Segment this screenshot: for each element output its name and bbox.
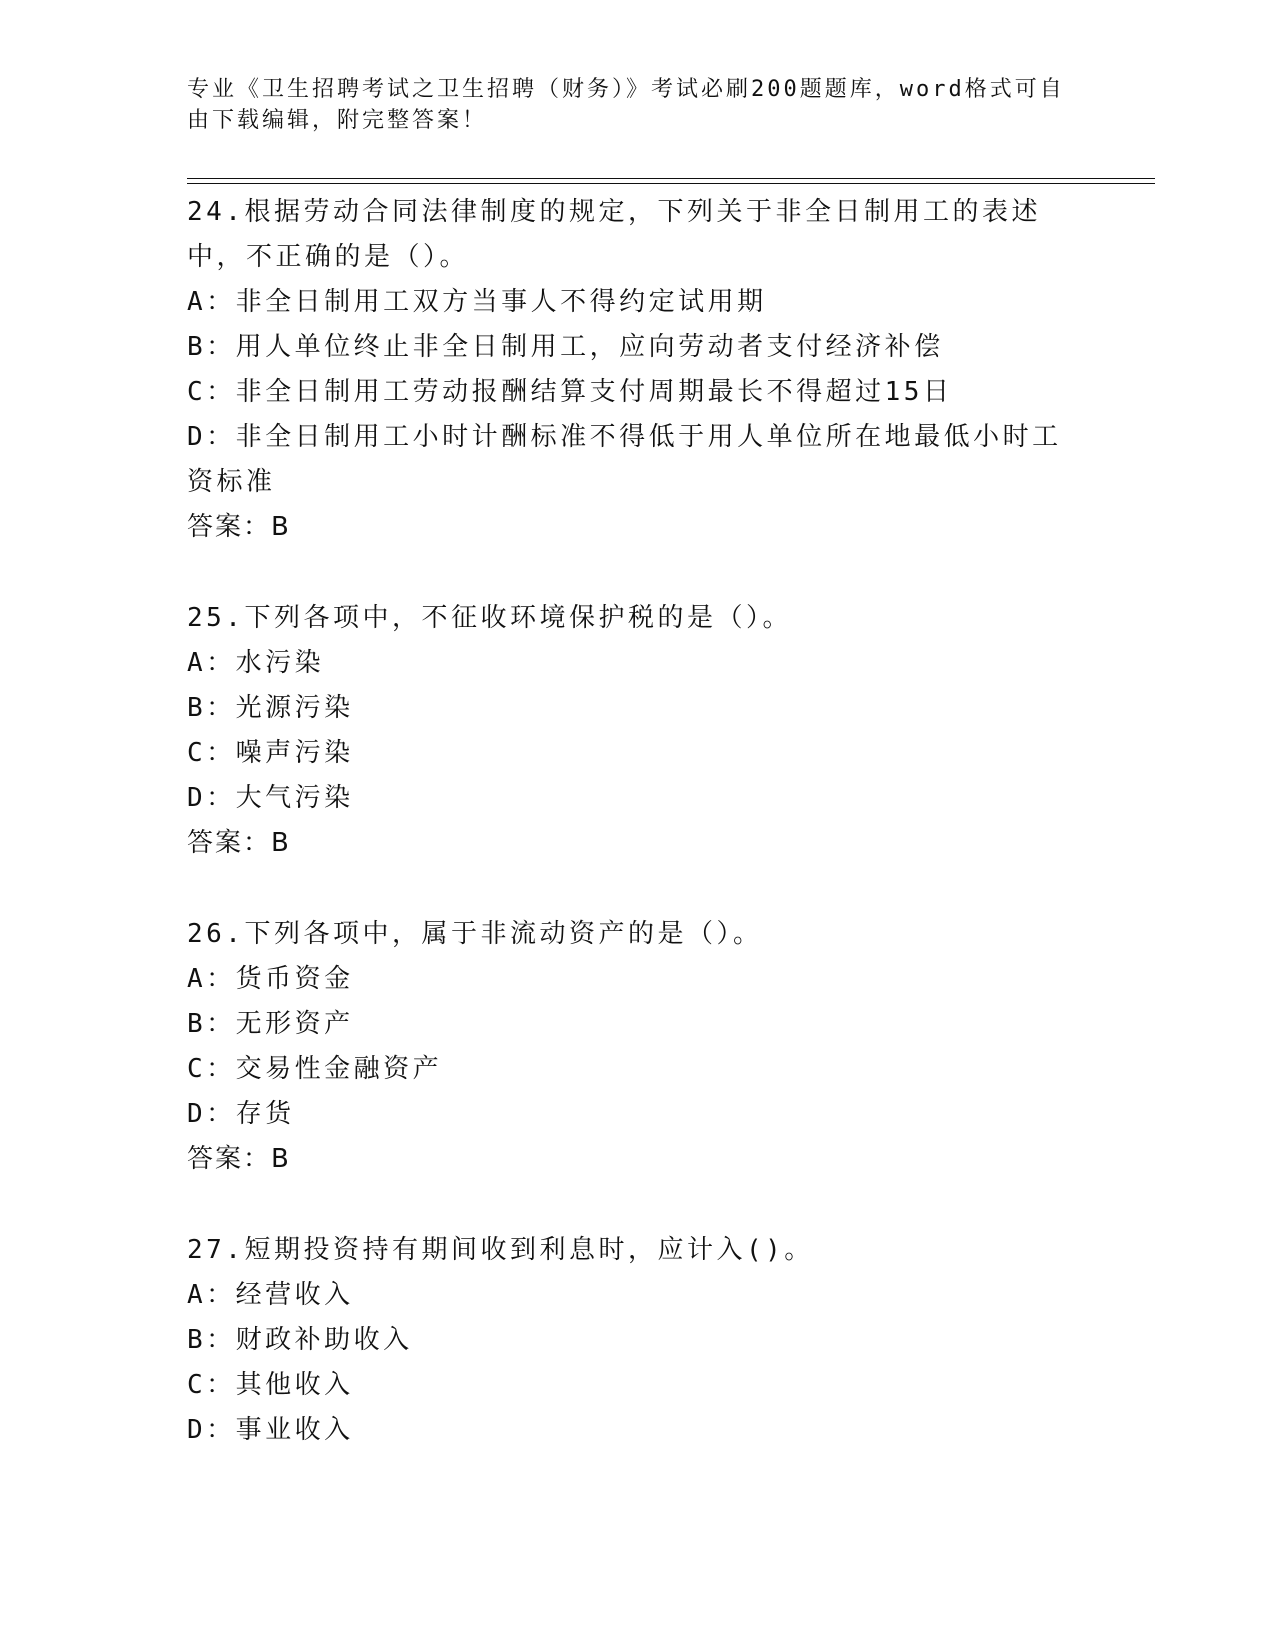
option-b: B：光源污染 [187,693,354,723]
question-stem: 25.下列各项中，不征收环境保护税的是（）。 [187,603,792,633]
option-c: C：交易性金融资产 [187,1054,443,1084]
option-c: C：其他收入 [187,1370,354,1400]
option-b: B：用人单位终止非全日制用工，应向劳动者支付经济补偿 [187,332,944,362]
question-24 [187,190,1087,550]
option-a: A：经营收入 [187,1280,354,1310]
question-26 [187,912,1087,1182]
question-25 [187,596,1087,866]
answer: 答案：B [187,512,291,542]
header-divider-top [187,178,1155,179]
option-c: C：非全日制用工劳动报酬结算支付周期最长不得超过15日 [187,377,953,407]
option-a: A：水污染 [187,648,325,678]
answer: 答案：B [187,828,291,858]
question-stem: 26.下列各项中，属于非流动资产的是（）。 [187,919,763,949]
question-list [187,190,1087,1453]
option-b: B：无形资产 [187,1009,354,1039]
option-a: A：货币资金 [187,964,354,994]
option-a: A：非全日制用工双方当事人不得约定试用期 [187,287,767,317]
question-stem: 24.根据劳动合同法律制度的规定，下列关于非全日制用工的表述中，不正确的是（）。 [187,197,1041,272]
question-27 [187,1228,1087,1453]
document-header: 专业《卫生招聘考试之卫生招聘（财务）》考试必刷200题题库，word格式可自由下载编辑，附完整答案！ [187,77,1065,133]
option-d: D：大气污染 [187,783,354,813]
option-c: C：噪声污染 [187,738,354,768]
option-d: D：事业收入 [187,1415,354,1445]
question-stem: 27.短期投资持有期间收到利息时，应计入()。 [187,1235,814,1265]
header-divider-bottom [187,183,1155,184]
option-d: D：非全日制用工小时计酬标准不得低于用人单位所在地最低小时工资标准 [187,422,1062,497]
answer: 答案：B [187,1144,291,1174]
option-b: B：财政补助收入 [187,1325,413,1355]
option-d: D：存货 [187,1099,295,1129]
